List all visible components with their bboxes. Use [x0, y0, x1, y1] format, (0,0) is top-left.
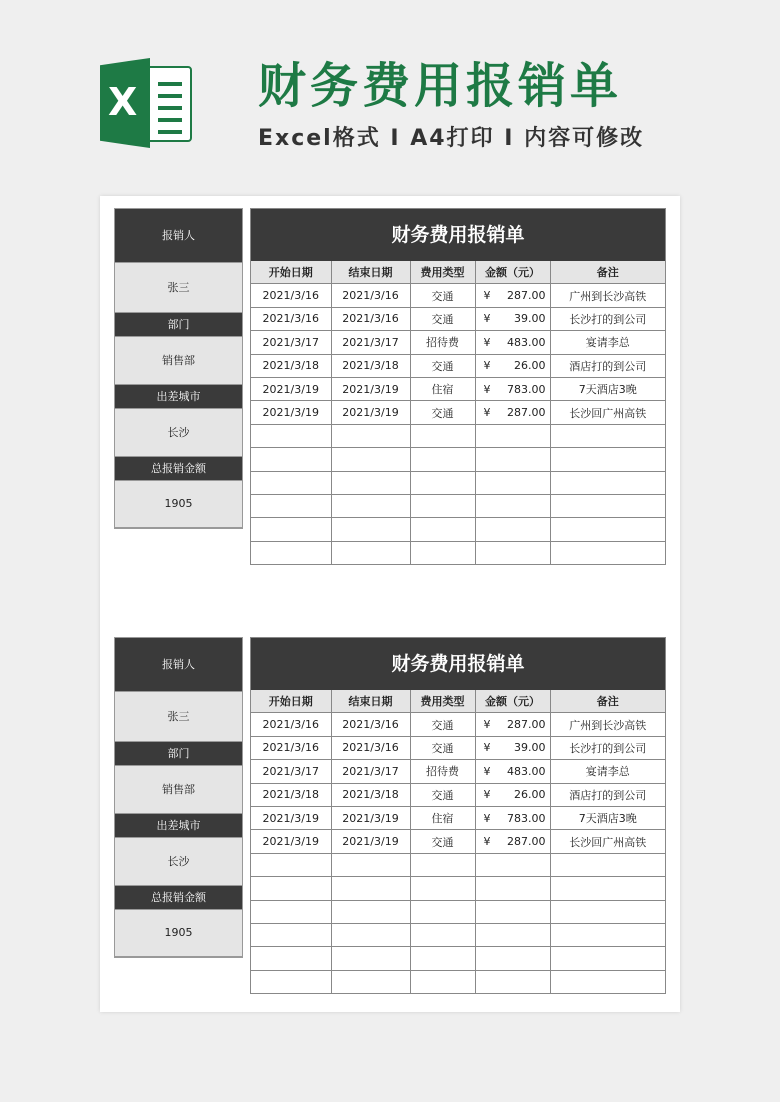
dept-label: 部门: [115, 313, 242, 336]
spreadsheet-page: [100, 196, 680, 1012]
table-row: [251, 806, 665, 829]
end-date-cell[interactable]: 2021/3/19: [331, 401, 410, 424]
type-cell[interactable]: 招待费: [410, 760, 475, 783]
end-date-cell[interactable]: 2021/3/19: [331, 377, 410, 400]
amount-cell[interactable]: [475, 806, 550, 829]
currency-symbol: ¥: [483, 764, 491, 778]
empty-cell[interactable]: [251, 541, 331, 564]
amount-value: 26.00: [514, 788, 546, 802]
empty-cell[interactable]: [331, 970, 410, 993]
empty-cell[interactable]: [550, 900, 665, 923]
note-cell[interactable]: 广州到长沙高铁: [550, 713, 665, 736]
end-date-cell[interactable]: 2021/3/16: [331, 284, 410, 307]
empty-cell[interactable]: [331, 471, 410, 494]
currency-symbol: ¥: [483, 835, 491, 849]
table-row: [251, 760, 665, 783]
empty-cell[interactable]: [251, 494, 331, 517]
empty-cell[interactable]: [251, 947, 331, 970]
expense-table-1: [250, 208, 666, 565]
table-row: [251, 713, 665, 736]
note-cell[interactable]: 酒店打的到公司: [550, 783, 665, 806]
empty-cell[interactable]: [331, 900, 410, 923]
amount-value: 287.00: [507, 289, 546, 303]
type-cell[interactable]: 交通: [410, 401, 475, 424]
empty-cell[interactable]: [550, 877, 665, 900]
type-cell[interactable]: 交通: [410, 783, 475, 806]
type-cell[interactable]: 住宿: [410, 806, 475, 829]
note-cell[interactable]: 长沙打的到公司: [550, 736, 665, 759]
table-row: [251, 830, 665, 853]
empty-cell[interactable]: [475, 494, 550, 517]
empty-cell[interactable]: [475, 970, 550, 993]
applicant-panel: [114, 208, 243, 529]
empty-cell[interactable]: [331, 424, 410, 447]
empty-cell[interactable]: [251, 518, 331, 541]
empty-cell[interactable]: [251, 424, 331, 447]
start-date-cell[interactable]: 2021/3/16: [251, 307, 331, 330]
table-row: [251, 401, 665, 424]
empty-table-row: [251, 947, 665, 970]
empty-cell[interactable]: [475, 541, 550, 564]
amount-value: 483.00: [507, 764, 546, 778]
amount-value: 783.00: [507, 811, 546, 825]
table-title: 财务费用报销单: [251, 209, 665, 261]
end-date-cell[interactable]: 2021/3/16: [331, 736, 410, 759]
empty-cell[interactable]: [251, 877, 331, 900]
end-date-cell[interactable]: 2021/3/17: [331, 331, 410, 354]
start-date-cell[interactable]: 2021/3/18: [251, 783, 331, 806]
currency-symbol: ¥: [483, 406, 491, 420]
col-start-date: 开始日期: [251, 690, 331, 713]
empty-cell[interactable]: [410, 853, 475, 876]
empty-cell[interactable]: [475, 471, 550, 494]
empty-cell[interactable]: [475, 877, 550, 900]
amount-value: 39.00: [514, 312, 546, 326]
excel-logo-letter: X: [108, 80, 138, 124]
empty-cell[interactable]: [331, 877, 410, 900]
total-label: 总报销金额: [115, 886, 242, 909]
empty-table-row: [251, 471, 665, 494]
expense-table-2: [250, 637, 666, 994]
empty-cell[interactable]: [410, 947, 475, 970]
amount-cell[interactable]: [475, 830, 550, 853]
empty-cell[interactable]: [475, 853, 550, 876]
note-cell[interactable]: 酒店打的到公司: [550, 354, 665, 377]
start-date-cell[interactable]: 2021/3/17: [251, 331, 331, 354]
amount-cell[interactable]: [475, 760, 550, 783]
empty-cell[interactable]: [550, 494, 665, 517]
table-row: [251, 331, 665, 354]
empty-cell[interactable]: [550, 923, 665, 946]
page-subtitle: Excel格式 I A4打印 I 内容可修改: [258, 126, 645, 151]
dept-label: 部门: [115, 742, 242, 765]
empty-cell[interactable]: [410, 970, 475, 993]
note-cell[interactable]: 宴请李总: [550, 331, 665, 354]
table-row: [251, 377, 665, 400]
col-type: 费用类型: [410, 690, 475, 713]
start-date-cell[interactable]: 2021/3/19: [251, 830, 331, 853]
empty-cell[interactable]: [331, 448, 410, 471]
empty-cell[interactable]: [475, 900, 550, 923]
empty-cell[interactable]: [550, 970, 665, 993]
excel-icon: [100, 58, 200, 148]
empty-table-row: [251, 541, 665, 564]
empty-cell[interactable]: [331, 494, 410, 517]
empty-cell[interactable]: [410, 424, 475, 447]
currency-symbol: ¥: [483, 359, 491, 373]
start-date-cell[interactable]: 2021/3/16: [251, 284, 331, 307]
empty-table-row: [251, 494, 665, 517]
city-value[interactable]: 长沙: [115, 837, 242, 886]
end-date-cell[interactable]: 2021/3/16: [331, 307, 410, 330]
currency-symbol: ¥: [483, 788, 491, 802]
col-note: 备注: [550, 690, 665, 713]
end-date-cell[interactable]: 2021/3/19: [331, 806, 410, 829]
empty-cell[interactable]: [410, 518, 475, 541]
amount-value: 287.00: [507, 718, 546, 732]
amount-value: 26.00: [514, 359, 546, 373]
empty-cell[interactable]: [475, 448, 550, 471]
end-date-cell[interactable]: 2021/3/19: [331, 830, 410, 853]
amount-cell[interactable]: [475, 354, 550, 377]
empty-cell[interactable]: [251, 900, 331, 923]
empty-cell[interactable]: [410, 900, 475, 923]
col-end-date: 结束日期: [331, 261, 410, 284]
empty-cell[interactable]: [251, 970, 331, 993]
end-date-cell[interactable]: 2021/3/17: [331, 760, 410, 783]
end-date-cell[interactable]: 2021/3/16: [331, 713, 410, 736]
type-cell[interactable]: 交通: [410, 354, 475, 377]
start-date-cell[interactable]: 2021/3/19: [251, 806, 331, 829]
total-value[interactable]: 1905: [115, 480, 242, 528]
empty-cell[interactable]: [331, 923, 410, 946]
currency-symbol: ¥: [483, 718, 491, 732]
col-note: 备注: [550, 261, 665, 284]
amount-cell[interactable]: [475, 736, 550, 759]
empty-table-row: [251, 424, 665, 447]
city-value[interactable]: 长沙: [115, 408, 242, 457]
empty-cell[interactable]: [331, 947, 410, 970]
person-label: 报销人: [115, 638, 242, 691]
table-title: 财务费用报销单: [251, 638, 665, 690]
empty-cell[interactable]: [410, 541, 475, 564]
empty-cell[interactable]: [410, 448, 475, 471]
note-cell[interactable]: 7天酒店3晚: [550, 806, 665, 829]
dept-value[interactable]: 销售部: [115, 336, 242, 385]
dept-value[interactable]: 销售部: [115, 765, 242, 814]
person-value[interactable]: 张三: [115, 691, 242, 742]
empty-table-row: [251, 923, 665, 946]
empty-cell[interactable]: [475, 518, 550, 541]
start-date-cell[interactable]: 2021/3/16: [251, 736, 331, 759]
empty-cell[interactable]: [550, 471, 665, 494]
currency-symbol: ¥: [483, 312, 491, 326]
empty-table-row: [251, 853, 665, 876]
empty-cell[interactable]: [251, 448, 331, 471]
note-cell[interactable]: 7天酒店3晚: [550, 377, 665, 400]
start-date-cell[interactable]: 2021/3/16: [251, 713, 331, 736]
end-date-cell[interactable]: 2021/3/18: [331, 783, 410, 806]
empty-cell[interactable]: [251, 853, 331, 876]
applicant-panel: [114, 637, 243, 958]
table-row: [251, 307, 665, 330]
amount-cell[interactable]: [475, 377, 550, 400]
empty-table-row: [251, 877, 665, 900]
type-cell[interactable]: 交通: [410, 830, 475, 853]
amount-value: 287.00: [507, 406, 546, 420]
empty-cell[interactable]: [251, 923, 331, 946]
empty-table-row: [251, 970, 665, 993]
col-end-date: 结束日期: [331, 690, 410, 713]
amount-value: 783.00: [507, 382, 546, 396]
type-cell[interactable]: 交通: [410, 736, 475, 759]
empty-cell[interactable]: [410, 877, 475, 900]
type-cell[interactable]: 交通: [410, 307, 475, 330]
empty-cell[interactable]: [550, 424, 665, 447]
note-cell[interactable]: 广州到长沙高铁: [550, 284, 665, 307]
start-date-cell[interactable]: 2021/3/19: [251, 377, 331, 400]
empty-cell[interactable]: [331, 518, 410, 541]
empty-cell[interactable]: [410, 471, 475, 494]
table-header-row: [251, 261, 665, 284]
table-row: [251, 783, 665, 806]
empty-cell[interactable]: [410, 923, 475, 946]
col-start-date: 开始日期: [251, 261, 331, 284]
amount-value: 287.00: [507, 835, 546, 849]
start-date-cell[interactable]: 2021/3/18: [251, 354, 331, 377]
city-label: 出差城市: [115, 814, 242, 837]
amount-value: 483.00: [507, 335, 546, 349]
start-date-cell[interactable]: 2021/3/19: [251, 401, 331, 424]
col-type: 费用类型: [410, 261, 475, 284]
currency-symbol: ¥: [483, 289, 491, 303]
page-title: 财务费用报销单: [258, 58, 623, 114]
empty-cell[interactable]: [251, 471, 331, 494]
empty-table-row: [251, 448, 665, 471]
total-label: 总报销金额: [115, 457, 242, 480]
col-amount: 金额（元）: [475, 261, 550, 284]
type-cell[interactable]: 交通: [410, 284, 475, 307]
total-value[interactable]: 1905: [115, 909, 242, 957]
amount-cell[interactable]: [475, 783, 550, 806]
empty-cell[interactable]: [475, 947, 550, 970]
empty-cell[interactable]: [550, 853, 665, 876]
empty-cell[interactable]: [331, 853, 410, 876]
amount-cell[interactable]: [475, 284, 550, 307]
amount-cell[interactable]: [475, 331, 550, 354]
empty-cell[interactable]: [331, 541, 410, 564]
type-cell[interactable]: 招待费: [410, 331, 475, 354]
amount-value: 39.00: [514, 741, 546, 755]
empty-cell[interactable]: [550, 518, 665, 541]
table-row: [251, 284, 665, 307]
currency-symbol: ¥: [483, 382, 491, 396]
end-date-cell[interactable]: 2021/3/18: [331, 354, 410, 377]
col-amount: 金额（元）: [475, 690, 550, 713]
note-cell[interactable]: 长沙回广州高铁: [550, 401, 665, 424]
empty-cell[interactable]: [475, 424, 550, 447]
amount-cell[interactable]: [475, 713, 550, 736]
empty-cell[interactable]: [475, 923, 550, 946]
currency-symbol: ¥: [483, 811, 491, 825]
note-cell[interactable]: 长沙回广州高铁: [550, 830, 665, 853]
city-label: 出差城市: [115, 385, 242, 408]
table-header-row: [251, 690, 665, 713]
currency-symbol: ¥: [483, 741, 491, 755]
start-date-cell[interactable]: 2021/3/17: [251, 760, 331, 783]
empty-cell[interactable]: [550, 947, 665, 970]
note-cell[interactable]: 长沙打的到公司: [550, 307, 665, 330]
person-value[interactable]: 张三: [115, 262, 242, 313]
currency-symbol: ¥: [483, 335, 491, 349]
amount-cell[interactable]: [475, 401, 550, 424]
amount-cell[interactable]: [475, 307, 550, 330]
empty-table-row: [251, 900, 665, 923]
empty-cell[interactable]: [410, 494, 475, 517]
table-row: [251, 736, 665, 759]
type-cell[interactable]: 住宿: [410, 377, 475, 400]
type-cell[interactable]: 交通: [410, 713, 475, 736]
empty-table-row: [251, 518, 665, 541]
table-row: [251, 354, 665, 377]
person-label: 报销人: [115, 209, 242, 262]
empty-cell[interactable]: [550, 541, 665, 564]
empty-cell[interactable]: [550, 448, 665, 471]
note-cell[interactable]: 宴请李总: [550, 760, 665, 783]
